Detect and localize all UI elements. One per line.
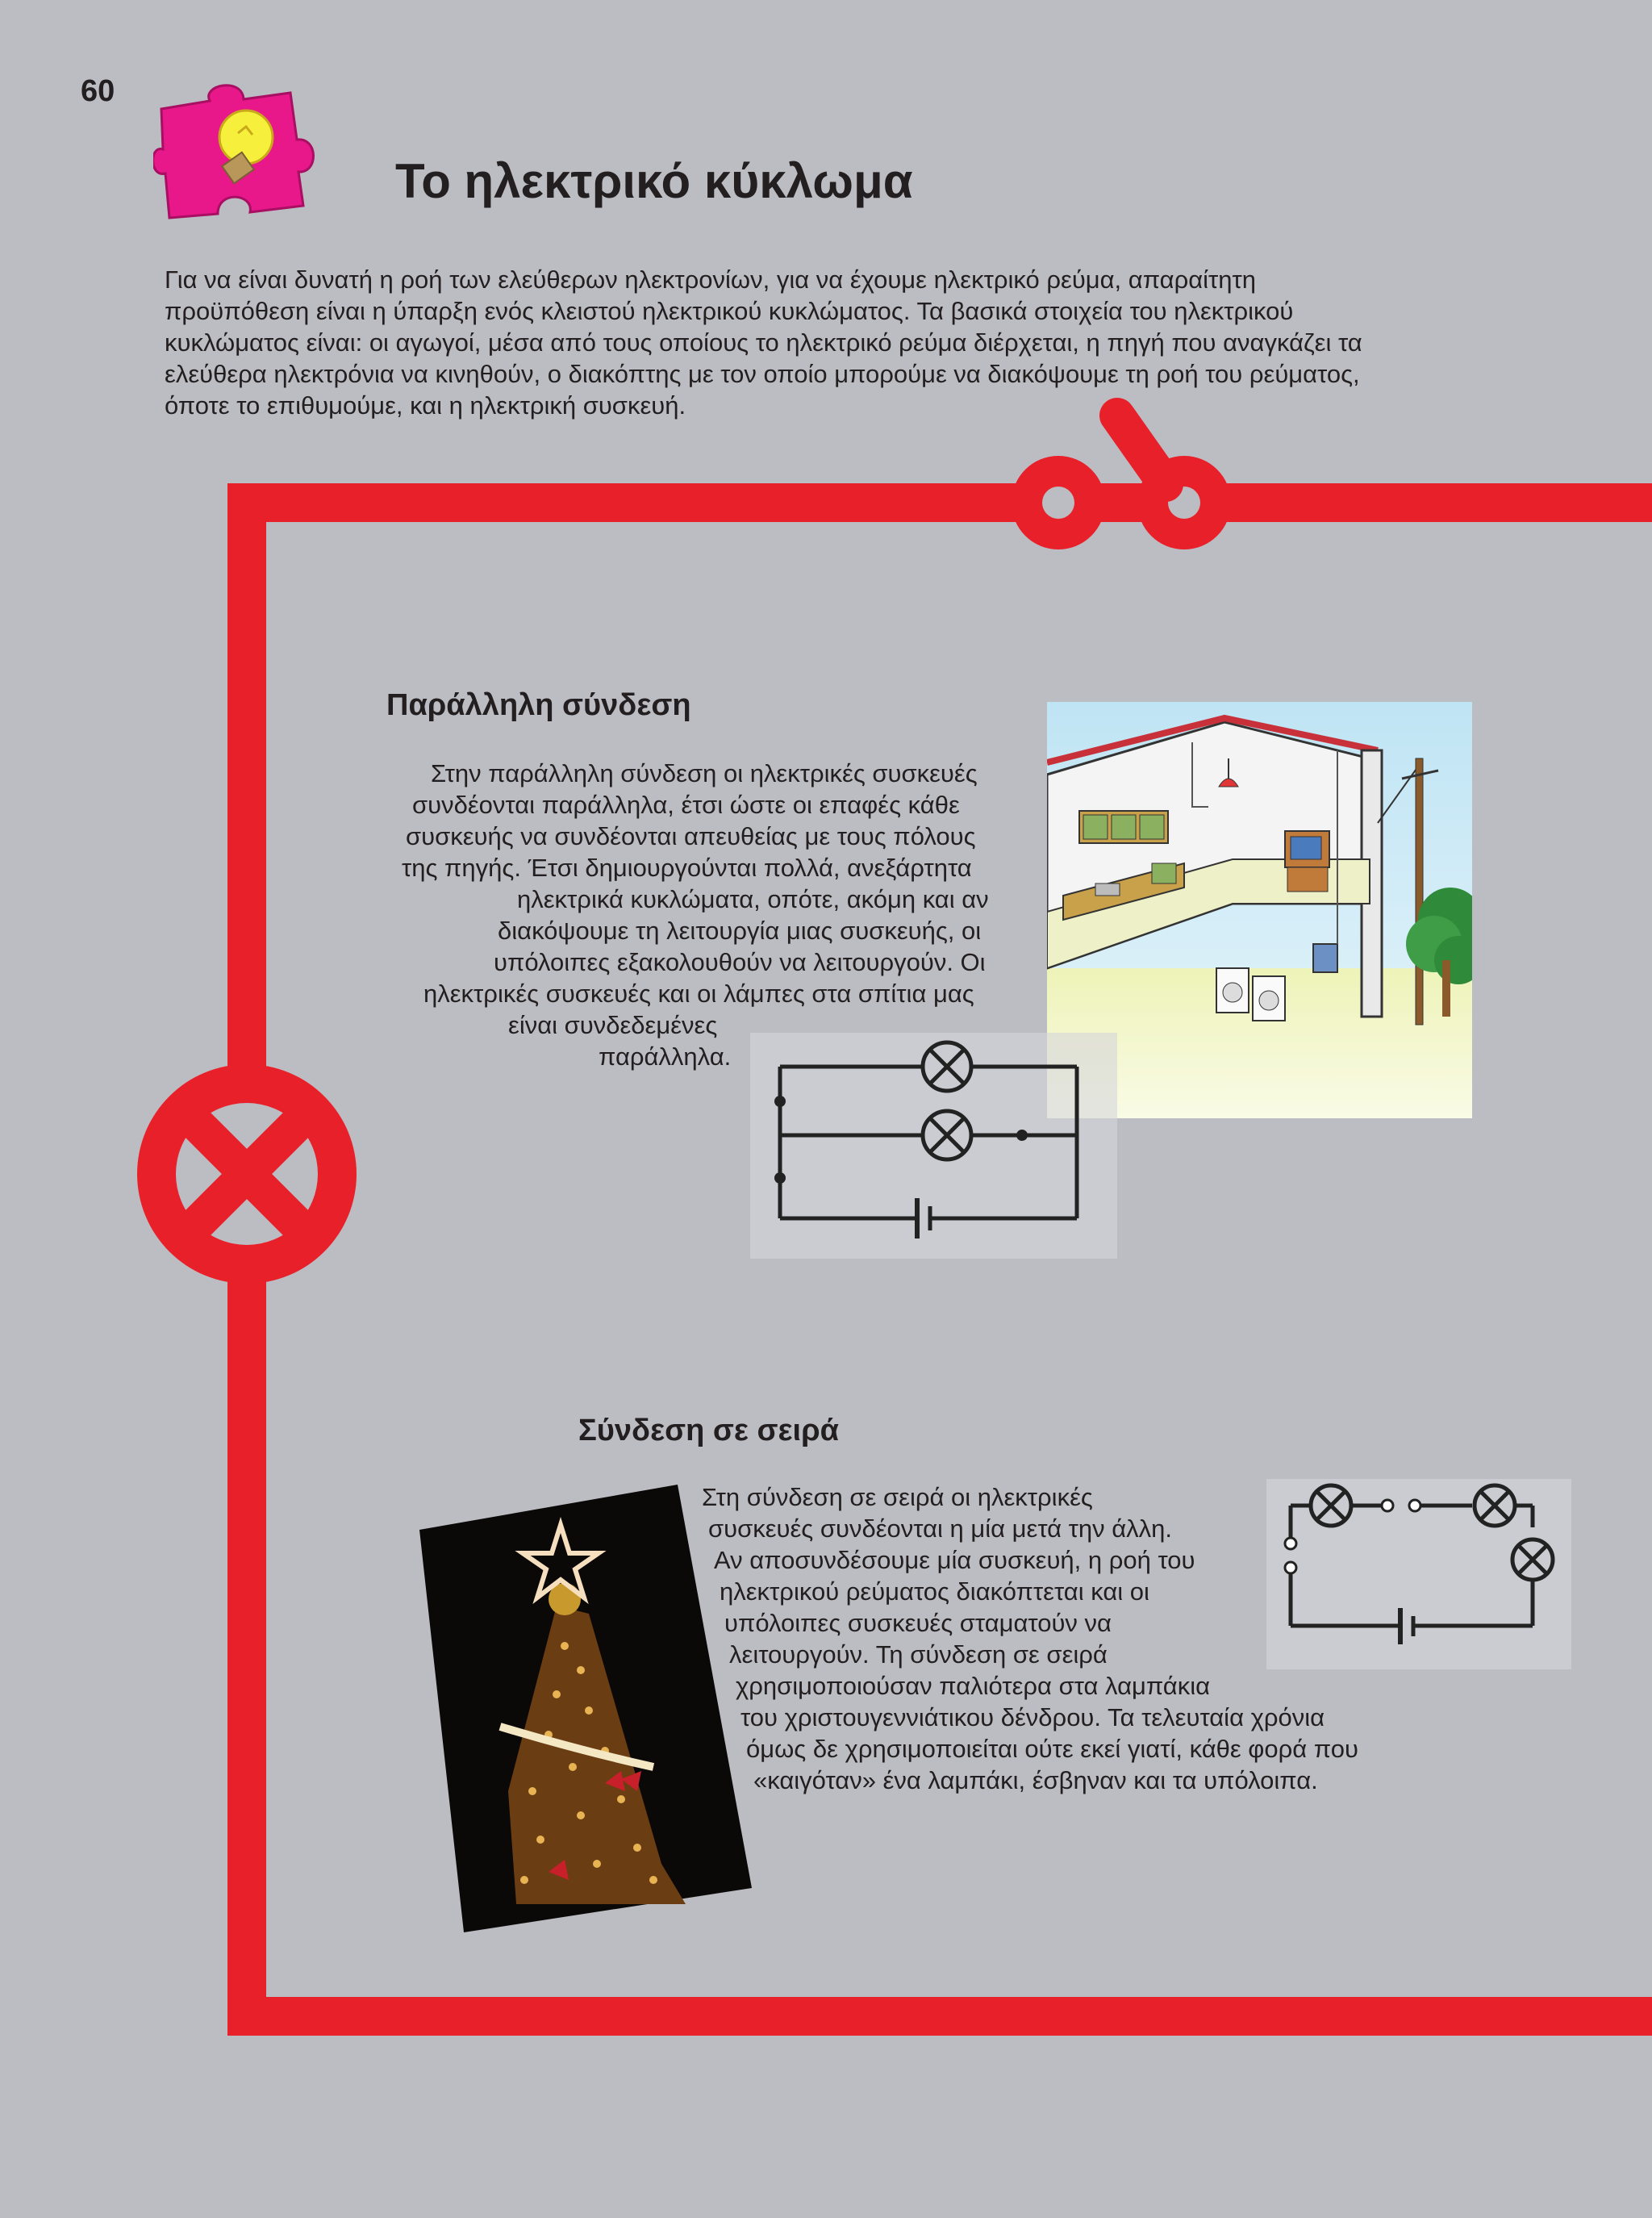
page-number: 60 (81, 74, 115, 108)
series-text-line: «καιγόταν» ένα λαμπάκι, έσβηναν και τα υπόλοιπα. (753, 1766, 1318, 1794)
series-text-line: χρησιμοποιούσαν παλιότερα στα λαμπάκια (736, 1672, 1211, 1700)
parallel-text-line: συνδέονται παράλληλα, έτσι ώστε οι επαφές κάθε (412, 791, 960, 819)
series-circuit-diagram (1266, 1479, 1571, 1669)
parallel-text-line: ηλεκτρικές συσκευές και οι λάμπες στα σπίτια μας (423, 980, 974, 1008)
parallel-text-line: παράλληλα. (599, 1042, 732, 1071)
parallel-text-line: συσκευής να συνδέονται απευθείας με τους πόλους (406, 822, 976, 850)
intro-line: κυκλώματος είναι: οι αγωγοί, μέσα από τους οποίους το ηλεκτρικό ρεύμα διέρχεται, η πηγή που αναγκάζει τα (165, 328, 1362, 357)
series-heading: Σύνδεση σε σειρά (578, 1414, 839, 1447)
switch-symbol (1012, 416, 1231, 549)
series-text-line: συσκευές συνδέονται η μία μετά την άλλη. (708, 1514, 1173, 1543)
series-text-line: Αν αποσυνδέσουμε μία συσκευή, η ροή του (714, 1546, 1195, 1574)
parallel-text-line: της πηγής. Έτσι δημιουργούνται πολλά, ανεξάρτητα (402, 854, 972, 882)
parallel-text-line: Στην παράλληλη σύνδεση οι ηλεκτρικές συσκευές (431, 759, 978, 787)
page-title: Το ηλεκτρικό κύκλωμα (395, 154, 913, 208)
series-text-line: του χριστουγεννιάτικου δένδρου. Τα τελευταία χρόνια (740, 1703, 1325, 1731)
series-text-line: υπόλοιπες συσκευές σταματούν να (724, 1609, 1112, 1637)
lamp-symbol (137, 1064, 357, 1284)
series-text-line: ηλεκτρικού ρεύματος διακόπτεται και οι (720, 1577, 1149, 1606)
parallel-heading: Παράλληλη σύνδεση (386, 688, 691, 722)
parallel-text-line: διακόψουμε τη λειτουργία μιας συσκευής, οι (498, 917, 982, 945)
parallel-text-line: ηλεκτρικά κυκλώματα, οπότε, ακόμη και αν (517, 885, 989, 913)
intro-line: ελεύθερα ηλεκτρόνια να κινηθούν, ο διακόπτης με τον οποίο μπορούμε να διακόψουμε τη ροή του ρεύματος, (165, 360, 1360, 388)
series-text-line: Στη σύνδεση σε σειρά οι ηλεκτρικές (702, 1483, 1093, 1511)
intro-line: όποτε το επιθυμούμε, και η ηλεκτρική συσκευή. (165, 391, 686, 420)
christmas-tree-photo (419, 1485, 752, 1932)
intro-line: Για να είναι δυνατή η ροή των ελεύθερων ηλεκτρονίων, για να έχουμε ηλεκτρικό ρεύμα, απαραίτητη (165, 265, 1256, 294)
intro-paragraph (165, 264, 1471, 421)
intro-line: προϋπόθεση είναι η ύπαρξη ενός κλειστού ηλεκτρικού κυκλώματος. Τα βασικά στοιχεία του ηλεκτρικού (165, 297, 1294, 325)
series-text-line: λειτουργούν. Τη σύνδεση σε σειρά (729, 1640, 1108, 1669)
parallel-text-line: υπόλοιπες εξακολουθούν να λειτουργούν. Οι (494, 948, 986, 976)
parallel-circuit-diagram (750, 1033, 1117, 1259)
parallel-text-line: είναι συνδεδεμένες (508, 1011, 718, 1039)
series-text-line: όμως δε χρησιμοποιείται ούτε εκεί γιατί, κάθε φορά που (746, 1735, 1358, 1763)
puzzle-bulb-icon (153, 77, 323, 222)
